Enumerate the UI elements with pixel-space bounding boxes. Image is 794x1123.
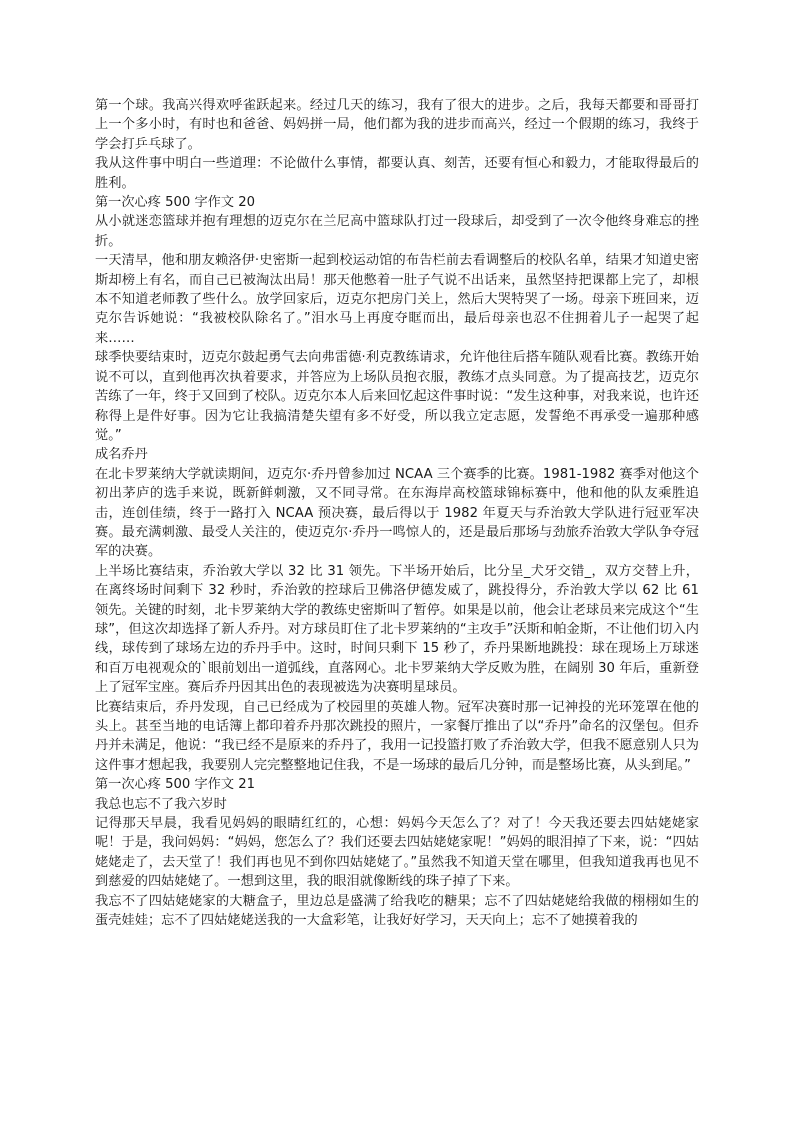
paragraph-lesson: 我从这件事中明白一些道理：不论做什么事情，都要认真、刻苦，还要有恒心和毅力，才能取得最后的胜利。 xyxy=(95,156,699,191)
essay-title-20: 第一次心疼 500 字作文 20 xyxy=(95,195,256,211)
paragraph-after-game: 比赛结束后，乔丹发现，自己已经成为了校园里的英雄人物。冠军决赛时那一记神投的光环笼罩在他的头上。甚至当地的电话簿上都印着乔丹那次跳投的照片，一家餐厅推出了以“乔丹”命名的汉堡包。但乔丹并未满足，他说：“我已经不是原来的乔丹了，我用一记投篮打败了乔治敦大学，但我不愿意别人只为这件事才想起我，我要别人完完整整地记住我，不是一场球的最后几分钟，而是整场比赛，从头到尾。” xyxy=(95,699,699,773)
paragraph-final-game: 上半场比赛结束，乔治敦大学以 32 比 31 领先。下半场开始后，比分呈_犬牙交错_，双方交替上升，在离终场时间剩下 32 秒时，乔治敦的控球后卫佛洛伊德发威了，跳投得分，乔治敦大学以 62 比 61 领先。关键的时刻，北卡罗莱纳大学的教练史密斯叫了暂停。如果是以前，他会让老球员来完成这个“生球”，但这次却选择了新人乔丹。对方球员盯住了北卡罗莱纳的“主攻手”沃斯和帕金斯，不让他们切入内线，球传到了球场左边的乔丹手中。这时，时间只剩下 15 秒了，乔丹果断地跳投：球在现场上万球迷和百万电视观众的`眼前划出一道弧线，直落网心。北卡罗莱纳大学反败为胜，在阔别 30 年后，重新登上了冠军宝座。赛后乔丹因其出色的表现被选为决赛明星球员。 xyxy=(95,563,699,696)
document-body xyxy=(95,96,699,930)
section-title-fame: 成名乔丹 xyxy=(95,447,148,463)
paragraph-memories: 我忘不了四姑姥姥家的大糖盒子，里边总是盛满了给我吃的糖果；忘不了四姑姥姥给我做的栩栩如生的蛋壳娃娃；忘不了四姑姥姥送我的一大盒彩笔，让我好好学习，天天向上；忘不了她摸着我的 xyxy=(95,893,699,929)
paragraph-ncaa: 在北卡罗莱纳大学就读期间，迈克尔·乔丹曾参加过 NCAA 三个赛季的比赛。1981-1982 赛季对他这个初出茅庐的选手来说，既新鲜刺激，又不同寻常。在东海岸高校篮球锦标赛中，他和他的队友乘胜追击，连创佳绩，终于一路打入 NCAA 预决赛，最后得以于 1982 年夏天与乔治敦大学队进行冠亚军决赛。最充满刺激、最受人关注的，使迈克尔·乔丹一鸣惊人的，还是最后那场与劲旅乔治敦大学队争夺冠军的决赛。 xyxy=(95,466,699,560)
paragraph-jordan-intro: 从小就迷恋篮球并抱有理想的迈克尔在兰尼高中篮球队打过一段球后，却受到了一次令他终身难忘的挫折。 xyxy=(95,214,699,249)
paragraph-cut-from-team: 一天清早，他和朋友赖洛伊·史密斯一起到校运动馆的布告栏前去看调整后的校队名单，结果才知道史密斯却榜上有名，而自己已被淘汰出局！那天他憋着一肚子气说不出话来，虽然坚持把课都上完了，却根本不知道老师教了些什么。放学回家后，迈克尔把房门关上，然后大哭特哭了一场。母亲下班回来，迈克尔告诉她说：“我被校队除名了。”泪水马上再度夺眶而出，最后母亲也忍不住拥着儿子一起哭了起来…… xyxy=(95,253,699,346)
paragraph-pingpong-end: 第一个球。我高兴得欢呼雀跃起来。经过几天的练习，我有了很大的进步。之后，我每天都要和哥哥打上一个多小时，有时也和爸爸、妈妈拼一局，他们都为我的进步而高兴，经过一个假期的练习，我终于学会打乒乓球了。 xyxy=(95,98,699,152)
paragraph-aunt-passed: 记得那天早晨，我看见妈妈的眼睛红红的，心想：妈妈今天怎么了？对了！今天我还要去四姑姥姥家呢！于是，我问妈妈：“妈妈，您怎么了？我们还要去四姑姥姥家呢！”妈妈的眼泪掉了下来，说：“四姑姥姥走了，去天堂了！我们再也见不到你四姑姥姥了。”虽然我不知道天堂在哪里，但我知道我再也见不到慈爱的四姑姥姥了。一想到这里，我的眼泪就像断线的珠子掉了下来。 xyxy=(95,816,699,890)
paragraph-comeback: 球季快要结束时，迈克尔鼓起勇气去向弗雷德·利克教练请求，允许他往后搭车随队观看比赛。教练开始说不可以，直到他再次执着要求，并答应为上场队员抱衣服，教练才点头同意。为了提高技艺，迈克尔苦练了一年，终于又回到了校队。迈克尔本人后来回忆起这件事时说：“发生这种事，对我来说，也许还称得上是件好事。因为它让我搞清楚失望有多不好受，所以我立定志愿，发誓绝不再承受一遍那种感觉。” xyxy=(95,350,699,443)
essay-title-21: 第一次心疼 500 字作文 21 xyxy=(95,777,256,793)
essay-subtitle-21: 我总也忘不了我六岁时 xyxy=(95,796,227,812)
